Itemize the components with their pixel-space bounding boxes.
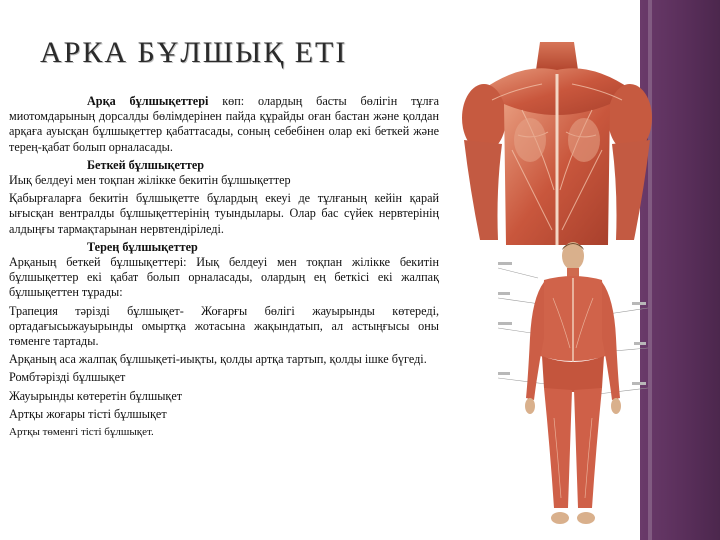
deep-line: Ромбтәрізді бұлшықет — [9, 370, 126, 385]
surface-line: Иық белдеуі мен тоқпан жілікке бекитін бұлшықеттер — [9, 173, 291, 188]
intro-paragraph — [9, 94, 439, 155]
deep-line: Жауырынды көтеретін бұлшықет — [9, 388, 183, 403]
surface-line: Қабырғаларға бекитін бұлшықетте бұлардың екеуі де тұлғаның кейін қарай ығысқан вентралды бұлшықеттерінің туындылары. Олар бас сүйек нервтерінің алдыңғы тармақтарынан нервтендіріледі. — [9, 191, 439, 236]
deep-line: Арқаның аса жалпақ бұлшықеті-иықты, қолды артқа тартып, қолды ішке бүгеді. — [9, 352, 427, 367]
deep-line: Артқы жоғары тісті бұлшықет — [9, 406, 167, 421]
back-muscles-torso-illustration — [462, 40, 652, 245]
surface-muscles-heading: Беткей бұлшықеттер — [87, 157, 205, 172]
intro-term: Арқа бұлшықеттері — [87, 94, 209, 108]
slide-title: АРКА БҰЛШЫҚ ЕТІ — [40, 36, 348, 69]
deep-line: Трапеция тәрізді бұлшықет- Жоғарғы бөлігі жауырынды көтереді, ортадағысыжауырынды омыртқа жотасына жақындатып, ал астыңғысы оны төменге тартады. — [9, 303, 439, 349]
intro-rest: көп: олардың басты бөлігін тұлға миотомдарының дорсалды бөлімдерінен пайда құрайды оған бастан және қолдан арқаға ауысқан бұлшықеттер қабаттасады, соның себебінен олар екі беткей және терең-қабат болып орналасады. — [9, 94, 439, 154]
deep-muscles-heading: Терең бұлшықеттер — [87, 239, 198, 254]
body-text — [9, 94, 439, 440]
full-body-muscles-illustration — [498, 238, 648, 538]
decorative-side-band — [640, 0, 720, 540]
deep-line: Арқаның беткей бұлшықеттері: Иық белдеуі мен тоқпан жілікке бекитін бұлшықеттер екі қабат болып орналасады, олардың ең беткісі екі жалпақ бұлшықеттен тұрады: — [9, 255, 439, 300]
deep-line: Артқы төменгі тісті бұлшықет. — [9, 426, 154, 439]
